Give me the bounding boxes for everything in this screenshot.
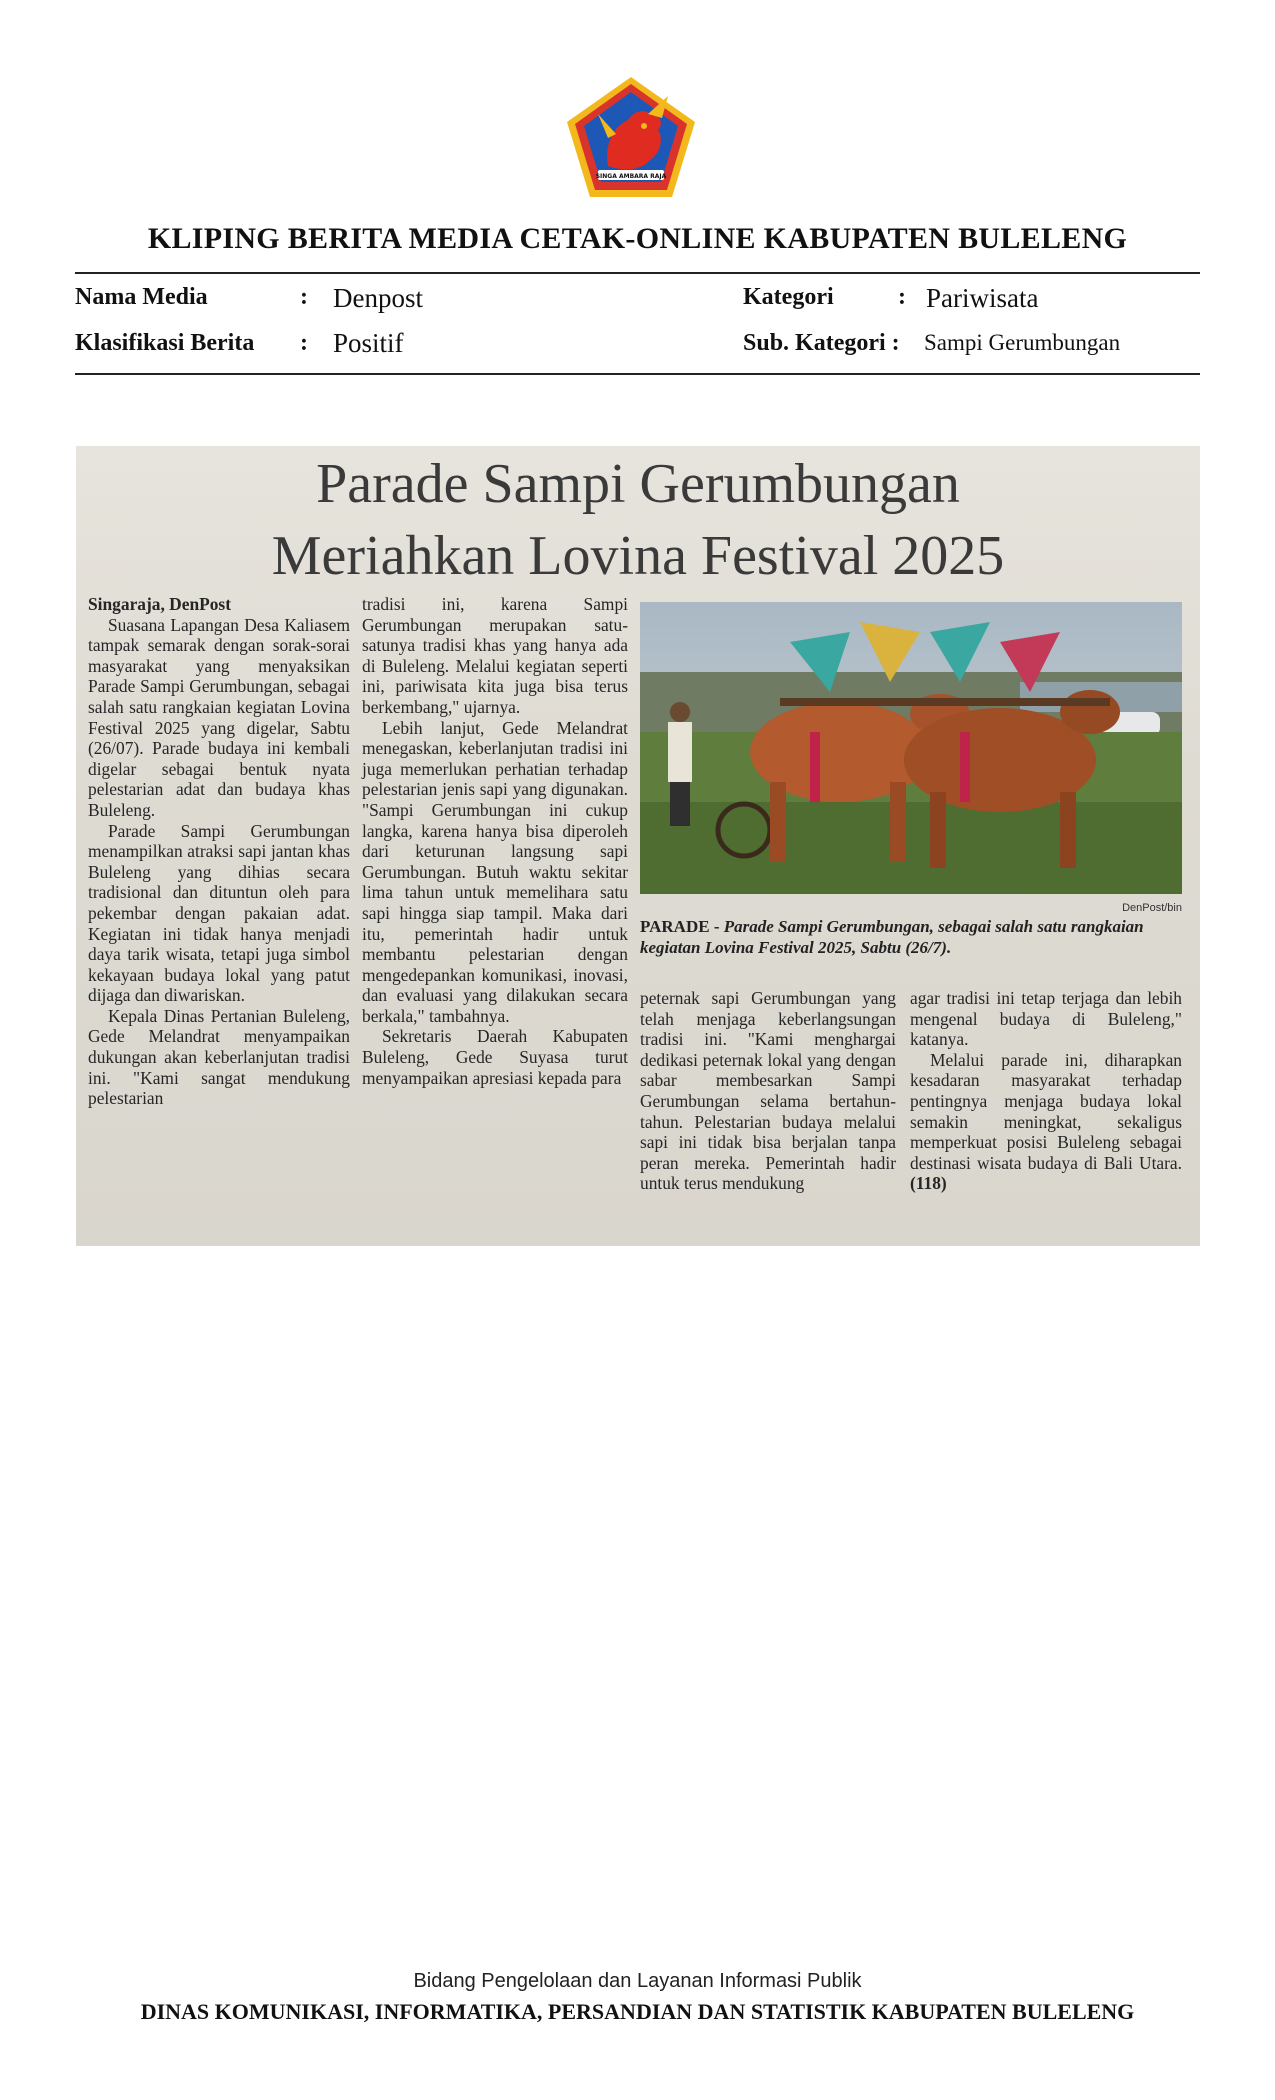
article-paragraph: tradisi ini, karena Sampi Gerumbungan merupakan satu-satunya tradisi khas yang hanya ada di Buleleng. Melalui kegiatan seperti ini, pariwisata kita juga bisa terus berkembang," ujarnya. [362, 594, 628, 717]
article-paragraph: peternak sapi Gerumbungan yang telah menjaga keberlangsungan tradisi ini. "Kami menghargai dedikasi peternak lokal yang dengan sabar membesarkan Sampi Gerumbungan selama bertahun-tahun. Pelestarian budaya melalui sapi ini tidak bisa berjalan tanpa peran mereka. Pemerintah hadir untuk terus mendukung [640, 988, 896, 1194]
photo-credit: DenPost/bin [1122, 902, 1182, 914]
newspaper-clipping [76, 446, 1200, 1246]
article-paragraph: Lebih lanjut, Gede Melandrat menegaskan, keberlanjutan tradisi ini juga memerlukan perhatian terhadap pelestarian jenis sapi yang digunakan. "Sampi Gerumbungan ini cukup langka, karena hanya bisa diperoleh dari keturunan langsung sapi Gerumbungan. Butuh waktu sekitar lima tahun untuk memelihara satu sapi hingga siap tampil. Maka dari itu, pemerintah hadir untuk membantu pelestarian dengan mengedepankan komunikasi, inovasi, dan evaluasi yang dilakukan secara berkala," tambahnya. [362, 717, 628, 1026]
article-headline-line1: Parade Sampi Gerumbungan [316, 453, 960, 515]
article-column-4 [910, 988, 1182, 1194]
article-paragraph [910, 1050, 1182, 1194]
caption-text: Parade Sampi Gerumbungan, sebagai salah satu rangkaian kegiatan Lovina Festival 2025, Sabtu (26/7). [640, 917, 1144, 957]
article-headline-line2: Meriahkan Lovina Festival 2025 [271, 525, 1005, 587]
logo-motto: SINGA AMBARA RAJA [595, 173, 667, 180]
page-title: KLIPING BERITA MEDIA CETAK-ONLINE KABUPATEN BULELENG [147, 222, 1128, 255]
kategori-value: Pariwisata [926, 283, 1039, 313]
kategori-label: Kategori [743, 284, 834, 310]
article-paragraph: Suasana Lapangan Desa Kaliasem tampak semarak dengan sorak-sorai masyarakat yang menyaksikan Parade Sampi Gerumbungan, sebagai salah satu rangkaian kegiatan Lovina Festival 2025 yang digelar, Sabtu (26/07). Parade budaya ini kembali digelar sebagai bentuk nyata pelestarian adat dan budaya khas Buleleng. [88, 614, 350, 820]
footer-agency: DINAS KOMUNIKASI, INFORMATIKA, PERSANDIAN DAN STATISTIK KABUPATEN BULELENG [140, 1999, 1135, 2024]
klasifikasi-value: Positif [333, 328, 404, 358]
article-signature: (118) [910, 1173, 947, 1194]
klasifikasi-label: Klasifikasi Berita [75, 330, 255, 356]
footer-unit: Bidang Pengelolaan dan Layanan Informasi Publik [413, 1970, 862, 1992]
article-column-1 [88, 594, 350, 1109]
nama-media-colon: : [300, 284, 308, 310]
sub-kategori-value: Sampi Gerumbungan [924, 330, 1121, 355]
article-paragraph: Sekretaris Daerah Kabupaten Buleleng, Gede Suyasa turut menyampaikan apresiasi kepada para [362, 1026, 628, 1088]
article-photo [640, 602, 1182, 894]
article-paragraph-text: Melalui parade ini, diharapkan kesadaran masyarakat terhadap pentingnya menjaga budaya lokal semakin meningkat, sekaligus memperkuat posisi Buleleng sebagai destinasi wisata budaya di Bali Utara. [910, 1049, 1182, 1173]
kategori-colon: : [898, 284, 906, 310]
article-column-3 [640, 988, 896, 1194]
header-divider-top [75, 272, 1200, 274]
article-column-2 [362, 594, 628, 1088]
article-paragraph: agar tradisi ini tetap terjaga dan lebih mengenal budaya di Buleleng," katanya. [910, 988, 1182, 1050]
article-paragraph: Parade Sampi Gerumbungan menampilkan atraksi sapi jantan khas Buleleng yang dihias secara tradisional dan dituntun oleh para pekembar dengan pakaian adat. Kegiatan ini tidak hanya menjadi daya tarik wisata, tetapi juga simbol kekayaan budaya lokal yang patut dijaga dan diwariskan. [88, 820, 350, 1006]
header-divider-bottom [75, 373, 1200, 375]
article-dateline: Singaraja, DenPost [88, 594, 231, 614]
nama-media-value: Denpost [333, 283, 423, 313]
klasifikasi-colon: : [300, 330, 308, 356]
article-paragraph: Kepala Dinas Pertanian Buleleng, Gede Melandrat menyampaikan dukungan akan keberlanjutan tradisi ini. "Kami sangat mendukung pelestarian [88, 1005, 350, 1109]
caption-label: PARADE - [640, 917, 724, 936]
photo-caption [640, 916, 1182, 958]
sub-kategori-label: Sub. Kategori : [743, 330, 900, 356]
nama-media-label: Nama Media [75, 284, 208, 310]
buleleng-logo [564, 74, 698, 200]
